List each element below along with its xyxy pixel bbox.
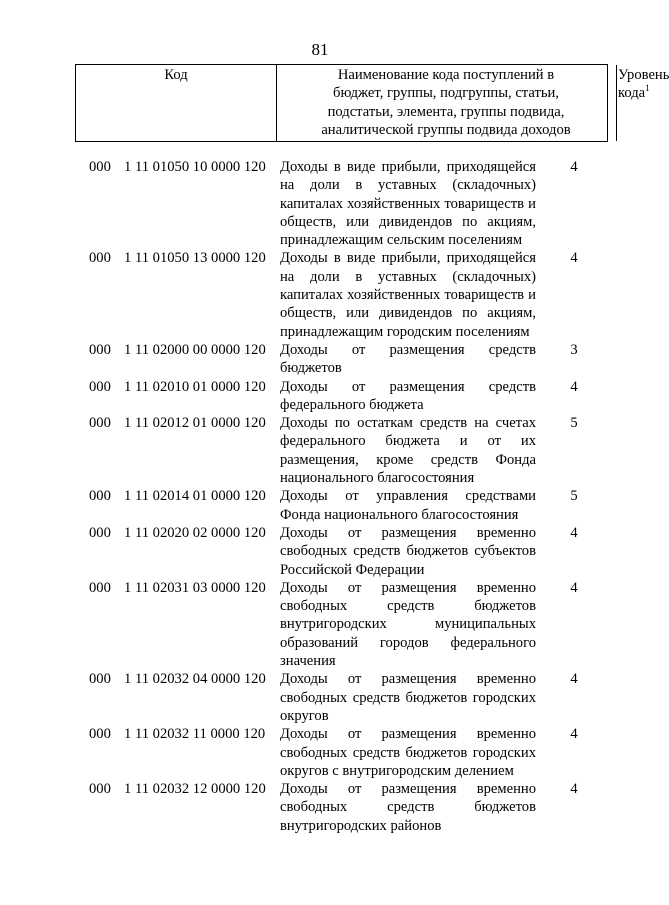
admin-code: 000 <box>89 781 111 798</box>
header-name-label: Наименование кода поступлений в бюджет, группы, подгруппы, статьи, подстатьи, элемента, группы подвида, аналитической группы подвида доходов <box>321 67 571 138</box>
table-header <box>75 64 669 142</box>
income-name: Доходы от управления средствами Фонда национального благосостояния <box>280 488 536 523</box>
admin-code: 000 <box>89 488 111 505</box>
income-name: Доходы в виде прибыли, приходящейся на доли в уставных (складочных) капиталах хозяйственных товариществ и обществ, или дивидендов по акциям, принадлежащим городским поселениям <box>280 250 536 340</box>
income-name: Доходы от размещения временно свободных средств бюджетов внутригородских районов <box>280 781 536 834</box>
header-level-wrap <box>616 65 669 103</box>
income-name: Доходы от размещения временно свободных средств бюджетов внутригородских муниципальных образований городов федерального значения <box>280 579 536 670</box>
income-name: Доходы от размещения временно свободных средств бюджетов городских округов <box>280 671 536 724</box>
code-level: 4 <box>570 671 578 688</box>
income-name: Доходы по остаткам средств на счетах федерального бюджета и от их размещения, кроме средств Фонда национального благосостояния <box>280 415 536 487</box>
income-name: Доходы от размещения средств федерального бюджета <box>280 378 536 413</box>
header-code-cell <box>76 65 277 141</box>
budget-code: 1 11 02032 11 0000 120 <box>124 726 266 743</box>
admin-code: 000 <box>89 378 111 395</box>
admin-code: 000 <box>89 341 111 358</box>
budget-code: 1 11 02014 01 0000 120 <box>124 488 266 505</box>
table-row <box>0 725 640 780</box>
code-level: 3 <box>570 341 578 358</box>
header-code-label: Код <box>164 67 188 83</box>
budget-code: 1 11 02032 12 0000 120 <box>124 781 266 798</box>
income-name: Доходы от размещения средств бюджетов <box>280 341 536 377</box>
admin-code: 000 <box>89 159 111 175</box>
budget-code: 1 11 02020 02 0000 120 <box>124 524 266 541</box>
admin-code: 000 <box>89 726 111 743</box>
income-name: Доходы от размещения временно свободных средств бюджетов городских округов с внутригородским делением <box>280 726 536 779</box>
admin-code: 000 <box>89 415 111 432</box>
table-row <box>0 780 640 835</box>
income-name: Доходы от размещения временно свободных средств бюджетов субъектов Российской Федерации <box>280 524 536 578</box>
table-row <box>0 487 640 524</box>
budget-code: 1 11 02010 01 0000 120 <box>124 378 266 395</box>
income-name: Доходы в виде прибыли, приходящейся на доли в уставных (складочных) капиталах хозяйственных товариществ и обществ, или дивидендов по акциям, принадлежащим сельским поселениям <box>280 159 536 249</box>
code-level: 4 <box>570 159 578 175</box>
table-row <box>0 158 640 249</box>
header-name-cell <box>276 65 617 141</box>
admin-code: 000 <box>89 250 111 267</box>
budget-code: 1 11 01050 13 0000 120 <box>124 250 266 267</box>
budget-code: 1 11 02032 04 0000 120 <box>124 671 266 688</box>
table-row <box>0 378 640 415</box>
budget-code: 1 11 02012 01 0000 120 <box>124 415 266 432</box>
code-level: 4 <box>570 250 578 267</box>
budget-code: 1 11 02000 00 0000 120 <box>124 341 266 358</box>
admin-code: 000 <box>89 671 111 688</box>
code-level: 4 <box>570 524 578 541</box>
table-row <box>0 414 640 487</box>
table-row <box>0 249 640 340</box>
admin-code: 000 <box>89 524 111 541</box>
code-level: 5 <box>570 488 578 505</box>
code-level: 5 <box>570 415 578 432</box>
page-number: 81 <box>311 40 329 59</box>
table-row <box>0 524 640 579</box>
code-level: 4 <box>570 726 578 743</box>
table-body <box>0 158 640 835</box>
budget-code: 1 11 01050 10 0000 120 <box>124 159 266 175</box>
table-row <box>0 579 640 670</box>
code-level: 4 <box>570 378 578 395</box>
code-level: 4 <box>570 781 578 798</box>
header-level-footnote: 1 <box>645 83 650 94</box>
code-level: 4 <box>570 579 578 596</box>
budget-code: 1 11 02031 03 0000 120 <box>124 579 266 596</box>
admin-code: 000 <box>89 579 111 596</box>
header-level-label: Уровень кода <box>618 67 669 102</box>
table-row <box>0 341 640 378</box>
table-row <box>0 670 640 725</box>
